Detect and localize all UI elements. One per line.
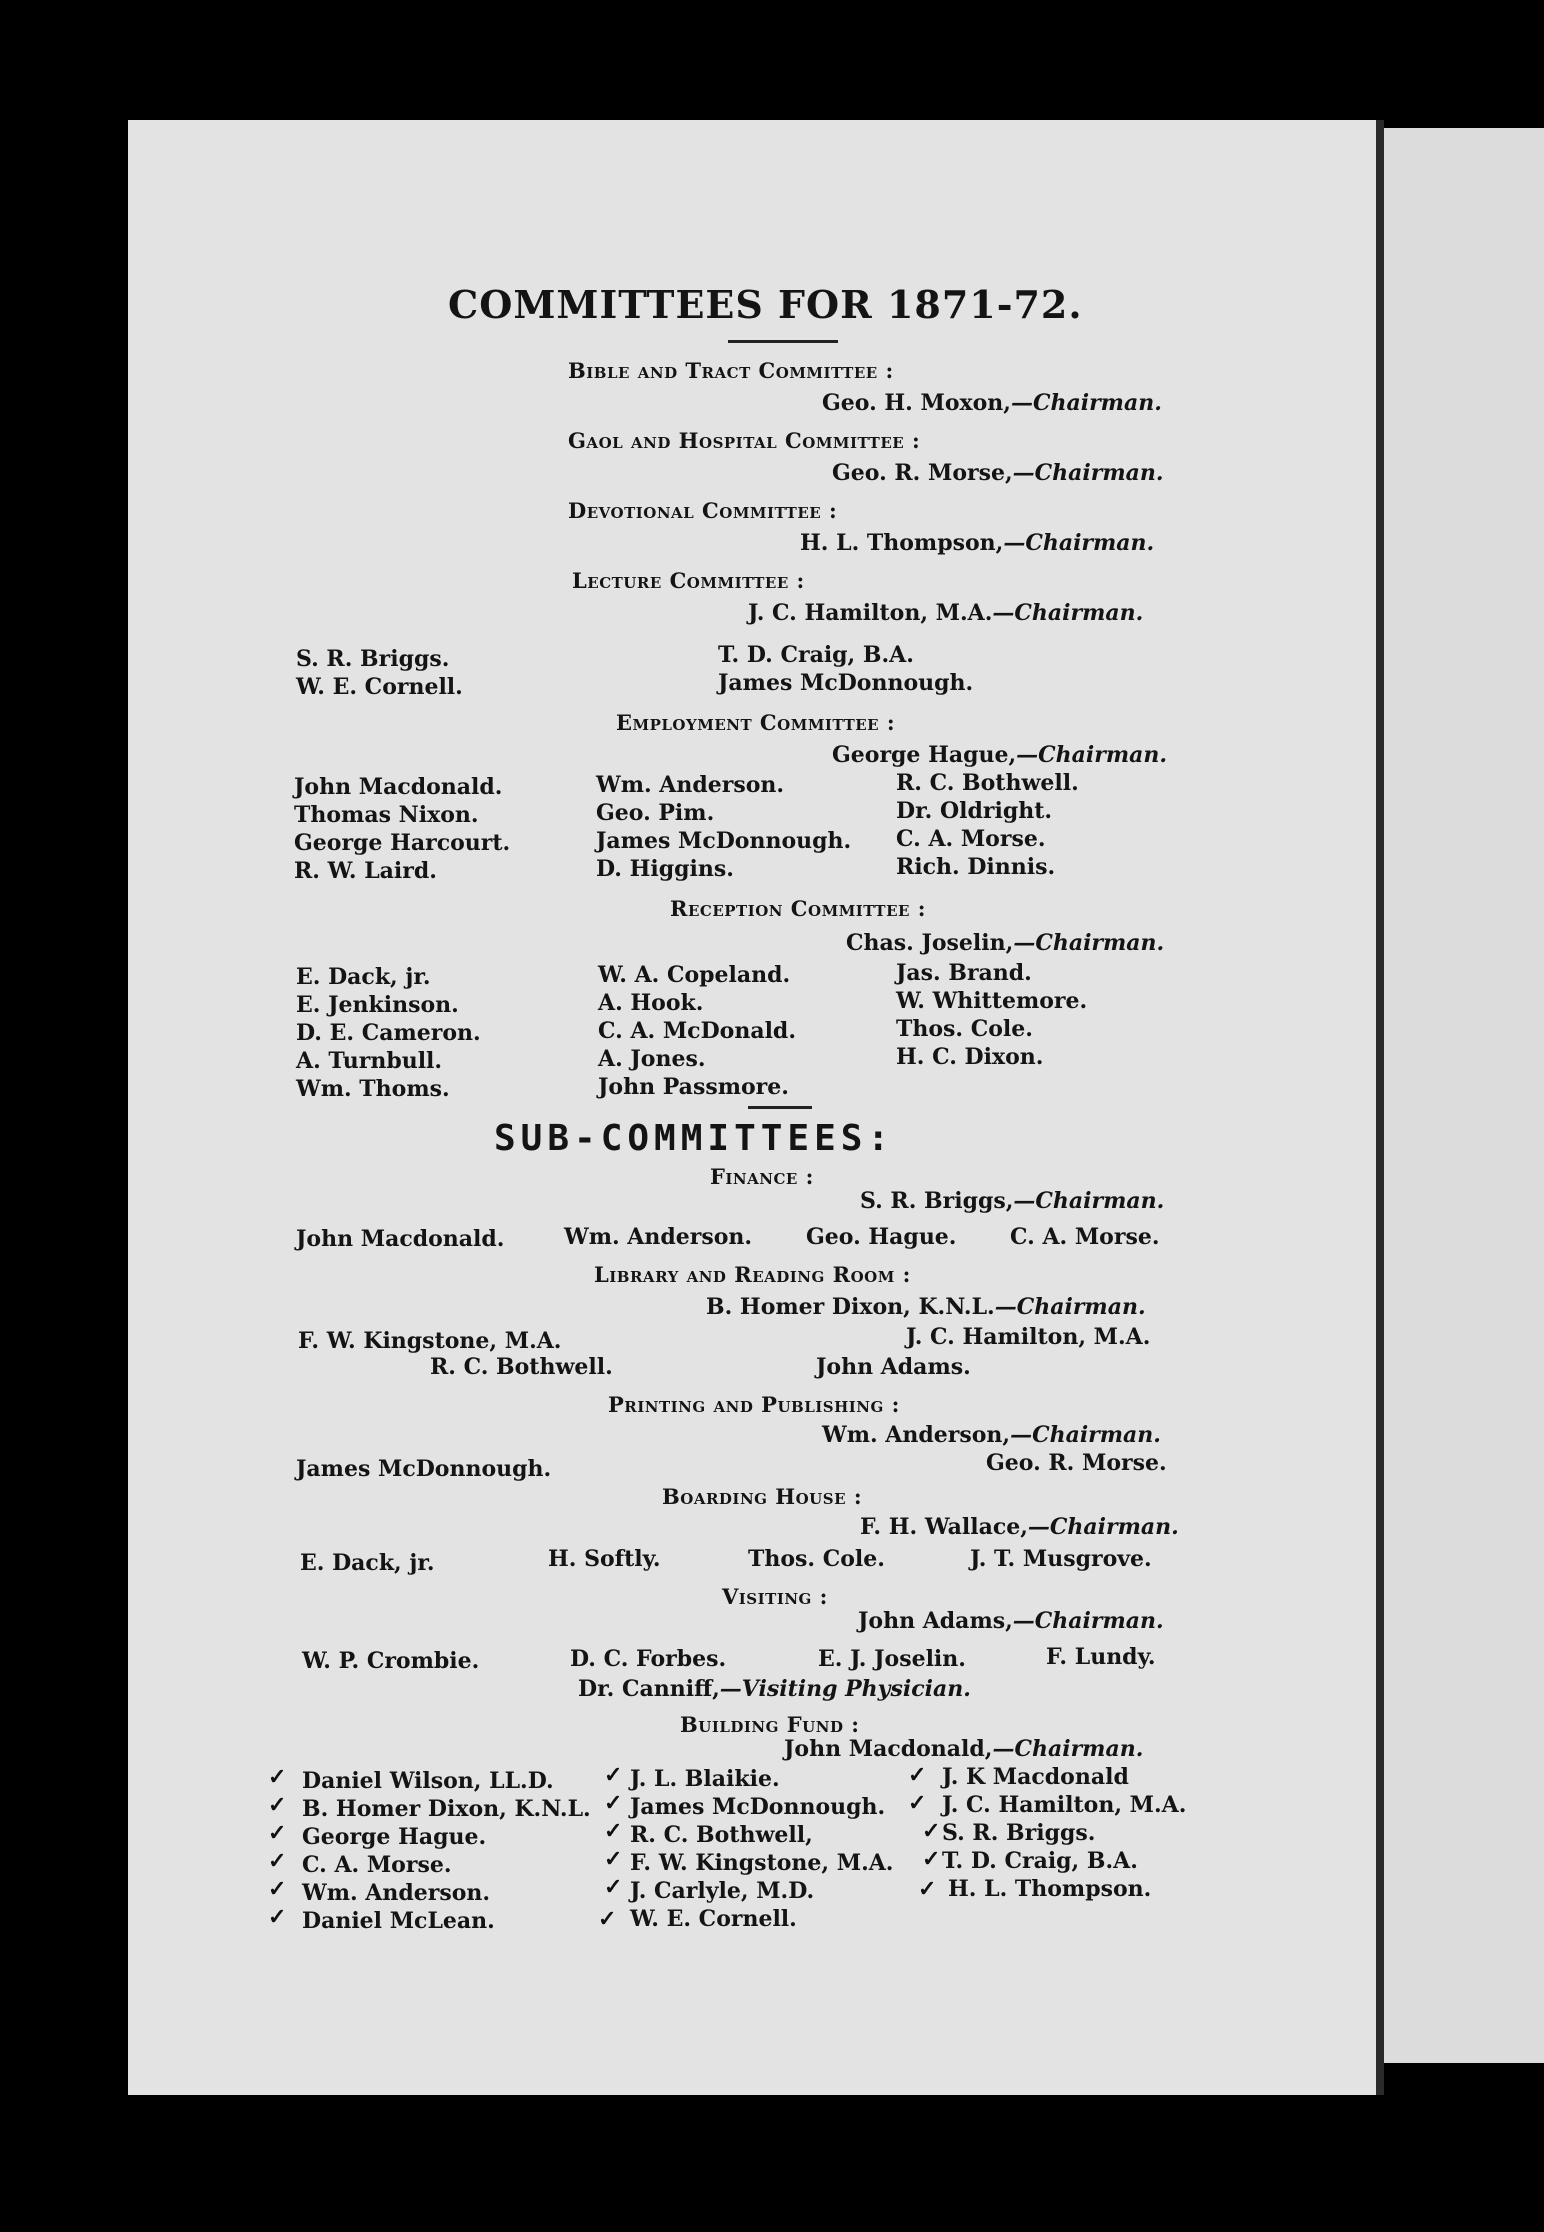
title-rule (728, 340, 838, 343)
building-member: J. Carlyle, M.D. (630, 1878, 815, 1904)
reception-member: John Passmore. (598, 1074, 789, 1100)
visiting-member: F. Lundy. (1046, 1644, 1156, 1670)
lecture-member: T. D. Craig, B.A. (718, 642, 914, 668)
employment-member: George Harcourt. (294, 830, 511, 856)
finance-member: John Macdonald. (296, 1226, 505, 1252)
building-chair: John Macdonald,—Chairman. (784, 1736, 1144, 1762)
reception-member: E. Jenkinson. (296, 992, 459, 1018)
reception-heading: Reception Committee : (670, 896, 927, 921)
boarding-member: H. Softly. (548, 1546, 661, 1572)
checkmark-icon: ✓ (918, 1876, 937, 1902)
checkmark-icon: ✓ (268, 1792, 287, 1818)
library-member: J. C. Hamilton, M.A. (906, 1324, 1151, 1350)
visiting-member: W. P. Crombie. (302, 1648, 480, 1674)
library-heading: Library and Reading Room : (594, 1262, 911, 1287)
visiting-chair: John Adams,—Chairman. (858, 1608, 1164, 1634)
adjacent-page (1384, 128, 1544, 2063)
devotional-heading: Devotional Committee : (568, 498, 838, 523)
reception-member: Wm. Thoms. (296, 1076, 450, 1102)
building-member: B. Homer Dixon, K.N.L. (302, 1796, 591, 1822)
checkmark-icon: ✓ (922, 1846, 941, 1872)
library-member: John Adams. (816, 1354, 971, 1380)
page-title: COMMITTEES FOR 1871-72. (448, 282, 1083, 327)
subcommittees-title: SUB-COMMITTEES: (494, 1118, 895, 1159)
building-member: T. D. Craig, B.A. (942, 1848, 1138, 1874)
building-member: J. C. Hamilton, M.A. (942, 1792, 1187, 1818)
boarding-heading: Boarding House : (662, 1484, 863, 1509)
building-member: James McDonnough. (630, 1794, 886, 1820)
employment-member: D. Higgins. (596, 856, 734, 882)
visiting-heading: Visiting : (722, 1584, 828, 1609)
building-member: Wm. Anderson. (302, 1880, 491, 1906)
boarding-chair: F. H. Wallace,—Chairman. (860, 1514, 1179, 1540)
reception-member: C. A. McDonald. (598, 1018, 796, 1044)
checkmark-icon: ✓ (908, 1790, 927, 1816)
checkmark-icon: ✓ (604, 1818, 623, 1844)
building-member: George Hague. (302, 1824, 487, 1850)
building-member: J. L. Blaikie. (630, 1766, 780, 1792)
visiting-physician: Dr. Canniff,—Visiting Physician. (578, 1676, 971, 1702)
employment-member: James McDonnough. (596, 828, 852, 854)
employment-heading: Employment Committee : (616, 710, 896, 735)
gaol-chair: Geo. R. Morse,—Chairman. (832, 460, 1164, 486)
printing-chair: Wm. Anderson,—Chairman. (822, 1422, 1161, 1448)
building-member: Daniel McLean. (302, 1908, 495, 1934)
boarding-member: E. Dack, jr. (300, 1550, 435, 1576)
building-member: H. L. Thompson. (948, 1876, 1152, 1902)
reception-chair: Chas. Joselin,—Chairman. (846, 930, 1165, 956)
lecture-member: James McDonnough. (718, 670, 974, 696)
employment-chair: George Hague,—Chairman. (832, 742, 1168, 768)
reception-member: E. Dack, jr. (296, 964, 431, 990)
visiting-member: D. C. Forbes. (570, 1646, 727, 1672)
library-chair: B. Homer Dixon, K.N.L.—Chairman. (706, 1294, 1146, 1320)
lecture-member: W. E. Cornell. (296, 674, 463, 700)
visiting-member: E. J. Joselin. (818, 1646, 966, 1672)
bible-heading: Bible and Tract Committee : (568, 358, 894, 383)
building-member: C. A. Morse. (302, 1852, 452, 1878)
checkmark-icon: ✓ (604, 1790, 623, 1816)
finance-heading: Finance : (710, 1164, 814, 1189)
printing-member: James McDonnough. (296, 1456, 552, 1482)
reception-member: Thos. Cole. (896, 1016, 1033, 1042)
printing-member: Geo. R. Morse. (986, 1450, 1167, 1476)
checkmark-icon: ✓ (268, 1764, 287, 1790)
reception-member: H. C. Dixon. (896, 1044, 1044, 1070)
checkmark-icon: ✓ (922, 1818, 941, 1844)
employment-member: Geo. Pim. (596, 800, 715, 826)
page-fold (1376, 120, 1384, 2095)
checkmark-icon: ✓ (268, 1848, 287, 1874)
reception-member: D. E. Cameron. (296, 1020, 481, 1046)
finance-member: Wm. Anderson. (564, 1224, 753, 1250)
employment-member: John Macdonald. (294, 774, 503, 800)
building-member: R. C. Bothwell, (630, 1822, 813, 1848)
printing-heading: Printing and Publishing : (608, 1392, 900, 1417)
lecture-heading: Lecture Committee : (572, 568, 805, 593)
bible-chair: Geo. H. Moxon,—Chairman. (822, 390, 1162, 416)
building-member: W. E. Cornell. (630, 1906, 797, 1932)
building-member: J. K Macdonald (942, 1764, 1129, 1790)
reception-member: Jas. Brand. (896, 960, 1032, 986)
boarding-member: Thos. Cole. (748, 1546, 885, 1572)
employment-member: Wm. Anderson. (596, 772, 785, 798)
reception-member: A. Jones. (598, 1046, 706, 1072)
employment-member: Rich. Dinnis. (896, 854, 1056, 880)
finance-chair: S. R. Briggs,—Chairman. (860, 1188, 1165, 1214)
finance-member: C. A. Morse. (1010, 1224, 1160, 1250)
finance-member: Geo. Hague. (806, 1224, 957, 1250)
lecture-member: S. R. Briggs. (296, 646, 450, 672)
checkmark-icon: ✓ (604, 1846, 623, 1872)
building-heading: Building Fund : (680, 1712, 860, 1737)
lecture-chair: J. C. Hamilton, M.A.—Chairman. (748, 600, 1144, 626)
reception-member: W. Whittemore. (896, 988, 1088, 1014)
checkmark-icon: ✓ (598, 1906, 617, 1932)
employment-member: Dr. Oldright. (896, 798, 1053, 824)
checkmark-icon: ✓ (268, 1904, 287, 1930)
gaol-heading: Gaol and Hospital Committee : (568, 428, 921, 453)
devotional-chair: H. L. Thompson,—Chairman. (800, 530, 1155, 556)
library-member: R. C. Bothwell. (430, 1354, 613, 1380)
reception-member: W. A. Copeland. (598, 962, 791, 988)
employment-member: Thomas Nixon. (294, 802, 479, 828)
employment-member: C. A. Morse. (896, 826, 1046, 852)
boarding-member: J. T. Musgrove. (970, 1546, 1152, 1572)
library-member: F. W. Kingstone, M.A. (298, 1328, 562, 1354)
reception-member: A. Hook. (598, 990, 704, 1016)
checkmark-icon: ✓ (268, 1820, 287, 1846)
building-member: Daniel Wilson, LL.D. (302, 1768, 554, 1794)
checkmark-icon: ✓ (604, 1874, 623, 1900)
checkmark-icon: ✓ (268, 1876, 287, 1902)
employment-member: R. C. Bothwell. (896, 770, 1079, 796)
employment-member: R. W. Laird. (294, 858, 437, 884)
checkmark-icon: ✓ (908, 1762, 927, 1788)
section-rule (748, 1106, 812, 1109)
checkmark-icon: ✓ (604, 1762, 623, 1788)
building-member: S. R. Briggs. (942, 1820, 1096, 1846)
building-member: F. W. Kingstone, M.A. (630, 1850, 894, 1876)
reception-member: A. Turnbull. (296, 1048, 443, 1074)
